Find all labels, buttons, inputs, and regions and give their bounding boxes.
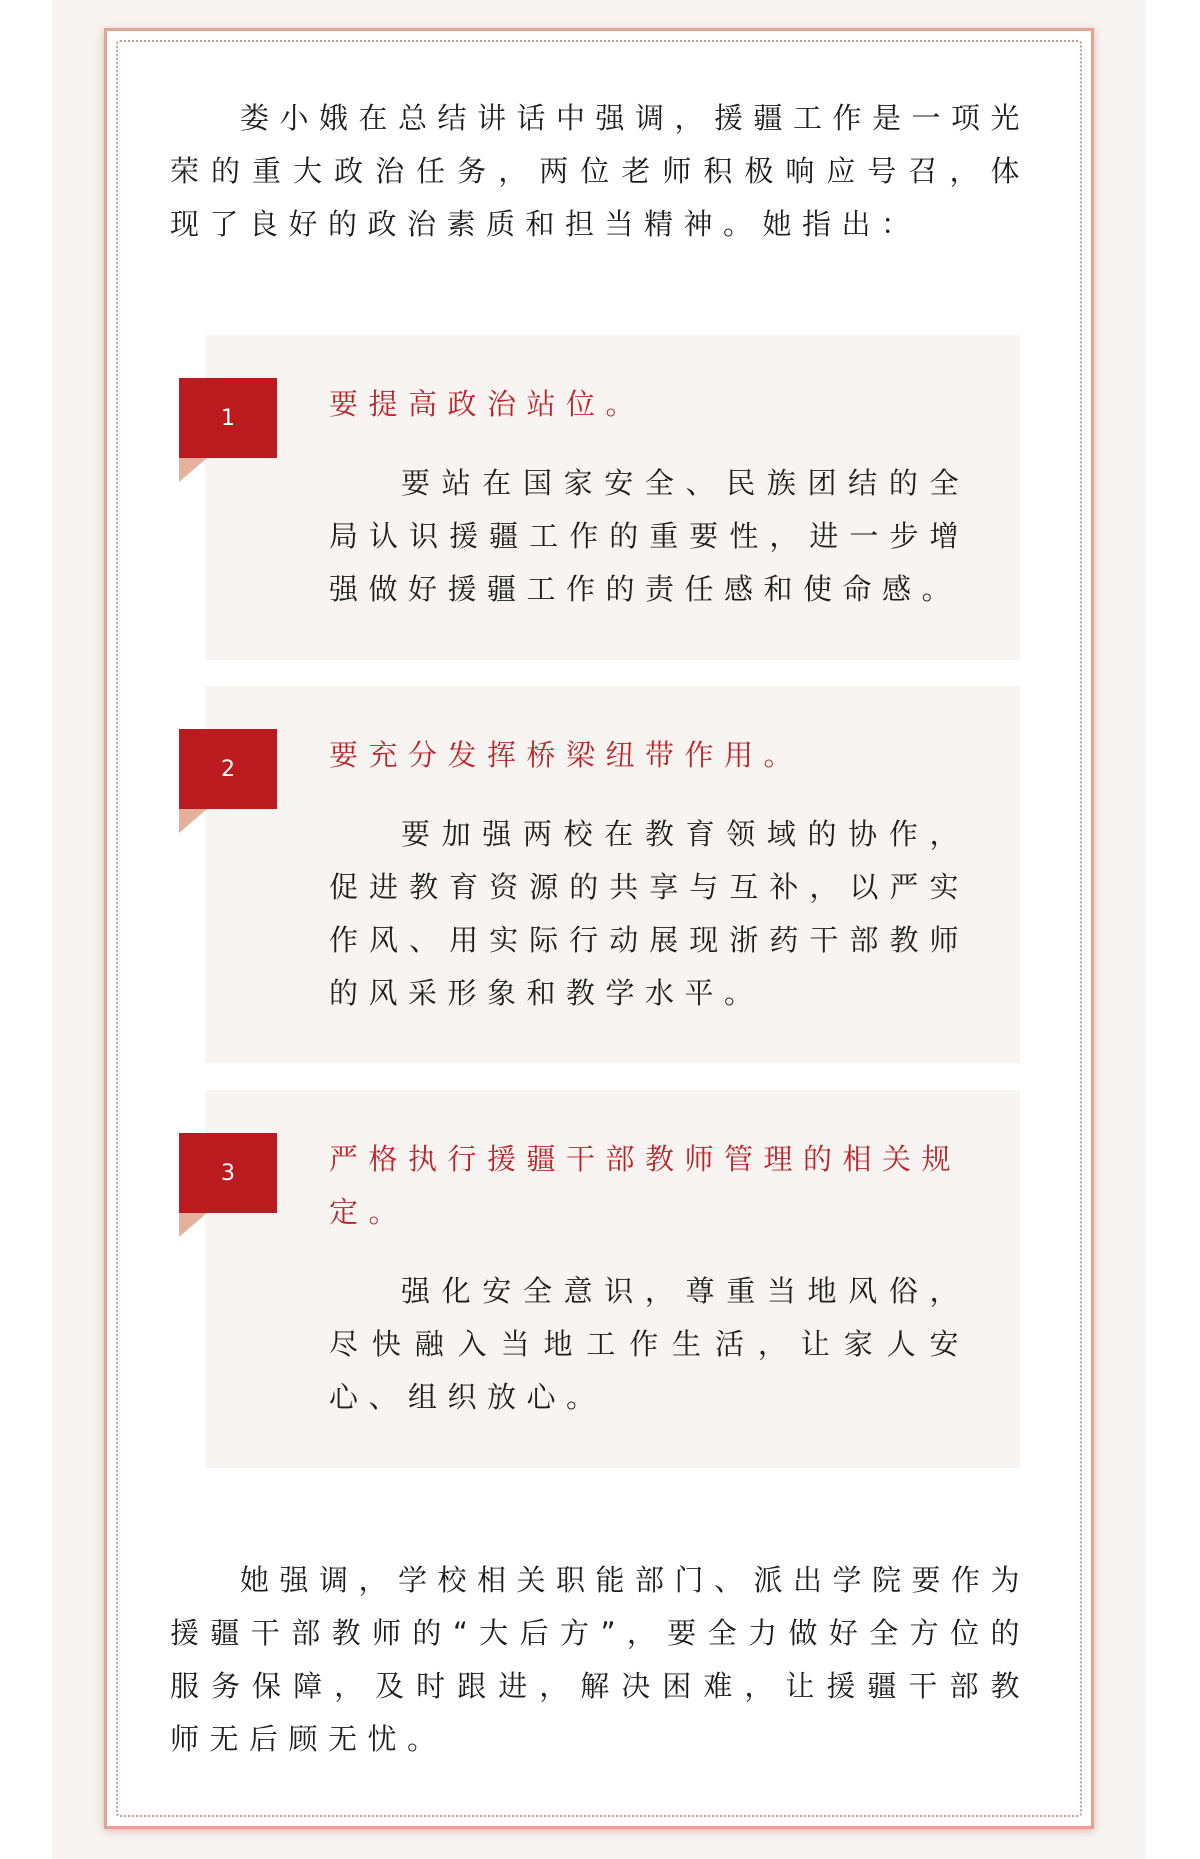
point-number-badge: 1 — [179, 378, 277, 458]
point-title: 要充分发挥桥梁纽带作用。 — [329, 738, 804, 772]
badge-fold-decoration — [179, 1213, 207, 1237]
point-number-badge: 3 — [179, 1133, 277, 1213]
badge-fold-decoration — [179, 458, 207, 482]
point-title: 要提高政治站位。 — [329, 387, 646, 421]
point-card-2 — [205, 686, 1020, 1063]
point-body: 要加强两校在教育领域的协作，促进教育资源的共享与互补，以严实作风、用实际行动展现浙药干部教师的风采形象和教学水平。 — [329, 817, 969, 1010]
point-card-1 — [205, 335, 1020, 660]
point-body: 强化安全意识，尊重当地风俗，尽快融入当地工作生活，让家人安心、组织放心。 — [329, 1274, 969, 1414]
intro-paragraph: 娄小娥在总结讲话中强调，援疆工作是一项光荣的重大政治任务，两位老师积极响应号召，体现了良好的政治素质和担当精神。她指出： — [170, 101, 1031, 241]
point-body: 要站在国家安全、民族团结的全局认识援疆工作的重要性，进一步增强做好援疆工作的责任感和使命感。 — [329, 466, 969, 606]
point-number-badge: 2 — [179, 729, 277, 809]
badge-fold-decoration — [179, 809, 207, 833]
point-title: 严格执行援疆干部教师管理的相关规定。 — [329, 1142, 962, 1229]
point-card-3 — [205, 1090, 1020, 1468]
closing-paragraph: 她强调，学校相关职能部门、派出学院要作为援疆干部教师的“大后方”，要全力做好全方位的服务保障，及时跟进，解决困难，让援疆干部教师无后顾无忧。 — [170, 1563, 1031, 1756]
